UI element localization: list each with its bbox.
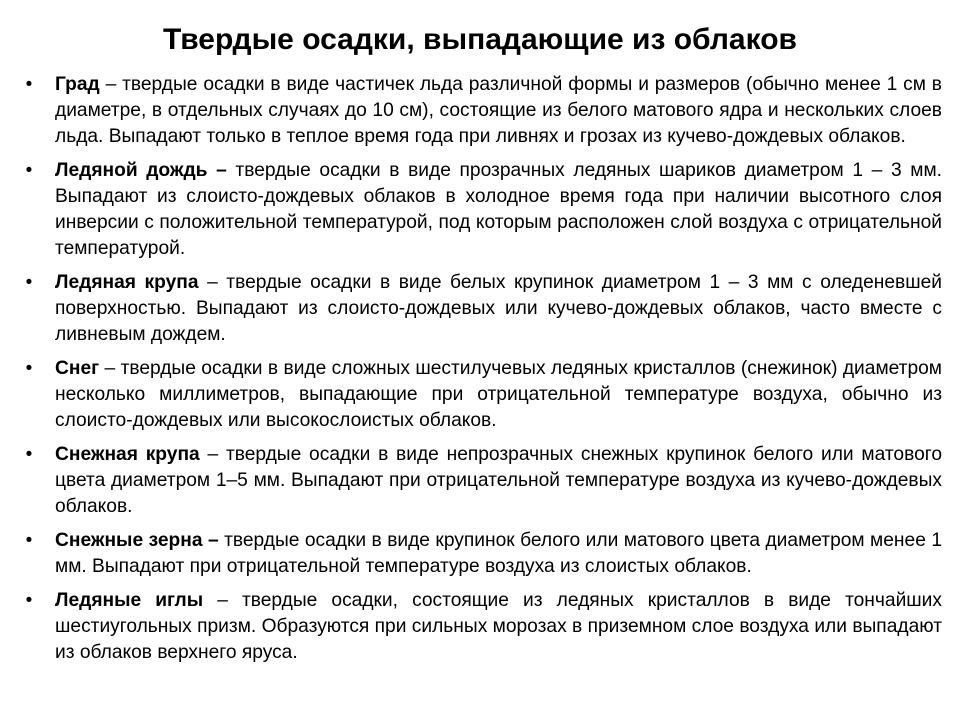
term-list: [20, 72, 942, 674]
slide-title: Твердые осадки, выпадающие из облаков: [163, 23, 797, 56]
bullet-icon: •: [25, 358, 33, 379]
bullet-icon: •: [25, 160, 33, 181]
term-description: – твердые осадки, состоящие из ледяных кристаллов в виде тончайших шестиугольных призм. Образуются при сильных морозах в приземном слое воздуха или выпадают из облаков верхнего яруса.: [55, 590, 942, 663]
term-description: – твердые осадки в виде непрозрачных снежных крупинок белого или матового цвета диаметром 1–5 мм. Выпадают при отрицательной температуре воздуха из кучево-дождевых облаков.: [55, 444, 942, 517]
list-item-ledyanoy-dozhd: [20, 158, 942, 262]
bullet-icon: •: [25, 74, 33, 95]
bullet-icon: •: [25, 272, 33, 293]
term-name: Снег: [55, 358, 100, 379]
term-description: – твердые осадки в виде белых крупинок диаметром 1 – 3 мм с оледеневшей поверхностью. Выпадают из слоисто-дождевых или кучево-дождевых облаков, часто вместе с ливневым дождем.: [55, 272, 942, 345]
bullet-icon: •: [25, 530, 33, 551]
term-description: твердые осадки в виде крупинок белого или матового цвета диаметром менее 1 мм. Выпадают при отрицательной температуре воздуха из слоистых облаков.: [55, 530, 942, 577]
term-description: – твердые осадки в виде частичек льда различной формы и размеров (обычно менее 1 см в диаметре, в отдельных случаях до 10 см), состоящие из белого матового ядра и нескольких слоев льда. Выпадают только в теплое время года при ливнях и грозах из кучево-дождевых облаков.: [55, 74, 942, 147]
bullet-icon: •: [25, 590, 33, 611]
list-item-grad: [20, 72, 942, 150]
term-name: Снежные зерна –: [55, 530, 219, 551]
term-description: – твердые осадки в виде сложных шестилучевых ледяных кристаллов (снежинок) диаметром несколько миллиметров, выпадающие при отрицательной температуре воздуха, обычно из слоисто-дождевых или высокослоистых облаков.: [55, 358, 942, 431]
term-name: Ледяные иглы: [55, 590, 204, 611]
term-name: Град: [55, 74, 100, 95]
term-name: Снежная крупа: [55, 444, 200, 465]
list-item-snezhnye-zerna: [20, 528, 942, 580]
term-name: Ледяная крупа: [55, 272, 199, 293]
list-item-snezhnaya-krupa: [20, 442, 942, 520]
bullet-icon: •: [25, 444, 33, 465]
term-description: твердые осадки в виде прозрачных ледяных шариков диаметром 1 – 3 мм. Выпадают из слоисто-дождевых облаков в холодное время года при наличии высотного слоя инверсии с положительной температурой, под которым расположен слой воздуха с отрицательной температурой.: [55, 160, 942, 259]
term-name: Ледяной дождь –: [55, 160, 227, 181]
list-item-ledyanye-igly: [20, 588, 942, 666]
list-item-sneg: [20, 356, 942, 434]
list-item-ledyanaya-krupa: [20, 270, 942, 348]
